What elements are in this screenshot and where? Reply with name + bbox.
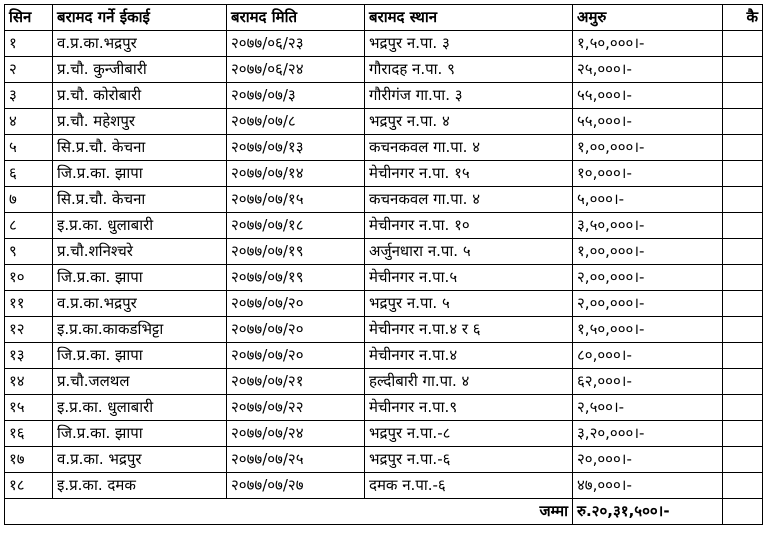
table-row	[5, 239, 763, 265]
cell-sn: ६	[5, 161, 53, 187]
cell-place: दमक न.पा.-६	[365, 473, 573, 499]
cell-sn: १०	[5, 265, 53, 291]
cell-sn: ३	[5, 83, 53, 109]
cell-unit: इ.प्र.का.काकडभिट्टा	[53, 317, 227, 343]
cell-remarks	[723, 161, 763, 187]
cell-date: २०७७/०७/१८	[227, 213, 365, 239]
cell-amount: ३,५०,०००।-	[573, 213, 723, 239]
cell-place: मेचीनगर न.पा.४	[365, 343, 573, 369]
cell-sn: १	[5, 31, 53, 57]
cell-date: २०७७/०७/२४	[227, 421, 365, 447]
cell-unit: प्र.चौ. कोरोबारी	[53, 83, 227, 109]
cell-remarks	[723, 447, 763, 473]
cell-sn: ९	[5, 239, 53, 265]
table-row	[5, 473, 763, 499]
cell-sn: १३	[5, 343, 53, 369]
cell-unit: जि.प्र.का. झापा	[53, 161, 227, 187]
cell-unit: सि.प्र.चौ. केचना	[53, 135, 227, 161]
cell-unit: जि.प्र.का. झापा	[53, 343, 227, 369]
total-amount: रु.२०,३१,५००।-	[573, 499, 723, 525]
table-row	[5, 83, 763, 109]
cell-date: २०७७/०७/३	[227, 83, 365, 109]
cell-date: २०७७/०७/८	[227, 109, 365, 135]
cell-amount: ५५,०००।-	[573, 109, 723, 135]
cell-date: २०७७/०७/१९	[227, 265, 365, 291]
table-row	[5, 31, 763, 57]
cell-sn: १८	[5, 473, 53, 499]
total-remarks	[723, 499, 763, 525]
cell-date: २०७७/०६/२४	[227, 57, 365, 83]
table-row	[5, 57, 763, 83]
header-remarks: कै	[723, 5, 763, 31]
cell-place: कचनकवल गा.पा. ४	[365, 187, 573, 213]
cell-unit: प्र.चौ.जलथल	[53, 369, 227, 395]
cell-remarks	[723, 31, 763, 57]
cell-date: २०७७/०७/२२	[227, 395, 365, 421]
table-row	[5, 187, 763, 213]
header-amount: अमुरु	[573, 5, 723, 31]
cell-unit: प्र.चौ. महेशपुर	[53, 109, 227, 135]
cell-unit: प्र.चौ. कुन्जीबारी	[53, 57, 227, 83]
cell-sn: ४	[5, 109, 53, 135]
cell-sn: ८	[5, 213, 53, 239]
cell-sn: १७	[5, 447, 53, 473]
cell-amount: १,००,०००।-	[573, 239, 723, 265]
cell-date: २०७७/०७/१३	[227, 135, 365, 161]
cell-remarks	[723, 83, 763, 109]
cell-date: २०७७/०७/२०	[227, 291, 365, 317]
cell-place: हल्दीबारी गा.पा. ४	[365, 369, 573, 395]
table-row	[5, 135, 763, 161]
cell-place: गौरीगंज गा.पा. ३	[365, 83, 573, 109]
cell-date: २०७७/०६/२३	[227, 31, 365, 57]
cell-place: भद्रपुर न.पा. ३	[365, 31, 573, 57]
cell-place: गौरादह न.पा. ९	[365, 57, 573, 83]
cell-place: मेचीनगर न.पा. १०	[365, 213, 573, 239]
cell-place: मेचीनगर न.पा.५	[365, 265, 573, 291]
cell-place: कचनकवल गा.पा. ४	[365, 135, 573, 161]
total-blank-cell	[5, 499, 365, 525]
cell-sn: ५	[5, 135, 53, 161]
cell-sn: ७	[5, 187, 53, 213]
cell-date: २०७७/०७/२१	[227, 369, 365, 395]
cell-remarks	[723, 187, 763, 213]
seizure-records-container	[4, 4, 763, 525]
cell-sn: २	[5, 57, 53, 83]
cell-amount: ५,०००।-	[573, 187, 723, 213]
table-row	[5, 161, 763, 187]
cell-place: मेचीनगर न.पा.९	[365, 395, 573, 421]
header-unit: बरामद गर्ने ईकाई	[53, 5, 227, 31]
total-label: जम्मा	[365, 499, 573, 525]
cell-place: भद्रपुर न.पा.-६	[365, 447, 573, 473]
cell-remarks	[723, 265, 763, 291]
cell-amount: १०,०००।-	[573, 161, 723, 187]
cell-remarks	[723, 57, 763, 83]
cell-unit: प्र.चौ.शनिश्चरे	[53, 239, 227, 265]
cell-date: २०७७/०७/१४	[227, 161, 365, 187]
seizure-records-table	[4, 4, 763, 525]
header-sn: सिन	[5, 5, 53, 31]
cell-place: भद्रपुर न.पा. ४	[365, 109, 573, 135]
cell-date: २०७७/०७/२०	[227, 317, 365, 343]
cell-unit: व.प्र.का.भद्रपुर	[53, 291, 227, 317]
cell-remarks	[723, 317, 763, 343]
cell-remarks	[723, 473, 763, 499]
cell-amount: ३,२०,०००।-	[573, 421, 723, 447]
cell-remarks	[723, 239, 763, 265]
cell-unit: व.प्र.का.भद्रपुर	[53, 31, 227, 57]
cell-remarks	[723, 421, 763, 447]
cell-amount: ८०,०००।-	[573, 343, 723, 369]
cell-remarks	[723, 343, 763, 369]
cell-remarks	[723, 213, 763, 239]
cell-amount: ६२,०००।-	[573, 369, 723, 395]
cell-amount: १,५०,०००।-	[573, 31, 723, 57]
cell-sn: १५	[5, 395, 53, 421]
cell-sn: १४	[5, 369, 53, 395]
cell-amount: ४७,०००।-	[573, 473, 723, 499]
cell-remarks	[723, 369, 763, 395]
cell-amount: २,५००।-	[573, 395, 723, 421]
table-row	[5, 109, 763, 135]
cell-remarks	[723, 291, 763, 317]
cell-unit: इ.प्र.का. धुलाबारी	[53, 213, 227, 239]
cell-amount: १,००,०००।-	[573, 135, 723, 161]
cell-place: मेचीनगर न.पा.४ र ६	[365, 317, 573, 343]
cell-sn: ११	[5, 291, 53, 317]
header-place: बरामद स्थान	[365, 5, 573, 31]
cell-date: २०७७/०७/२७	[227, 473, 365, 499]
cell-date: २०७७/०७/२५	[227, 447, 365, 473]
cell-unit: व.प्र.का. भद्रपुर	[53, 447, 227, 473]
table-row	[5, 317, 763, 343]
header-date: बरामद मिति	[227, 5, 365, 31]
cell-amount: २,००,०००।-	[573, 265, 723, 291]
table-row	[5, 265, 763, 291]
table-row	[5, 213, 763, 239]
table-row	[5, 291, 763, 317]
cell-sn: १६	[5, 421, 53, 447]
cell-sn: १२	[5, 317, 53, 343]
cell-remarks	[723, 109, 763, 135]
cell-unit: इ.प्र.का. दमक	[53, 473, 227, 499]
cell-amount: २,००,०००।-	[573, 291, 723, 317]
cell-place: अर्जुनधारा न.पा. ५	[365, 239, 573, 265]
table-row	[5, 343, 763, 369]
cell-unit: सि.प्र.चौ. केचना	[53, 187, 227, 213]
table-row	[5, 421, 763, 447]
cell-amount: २०,०००।-	[573, 447, 723, 473]
table-row	[5, 395, 763, 421]
table-row	[5, 447, 763, 473]
cell-date: २०७७/०७/१५	[227, 187, 365, 213]
cell-unit: जि.प्र.का. झापा	[53, 265, 227, 291]
cell-amount: १,५०,०००।-	[573, 317, 723, 343]
cell-place: भद्रपुर न.पा.-८	[365, 421, 573, 447]
cell-date: २०७७/०७/२०	[227, 343, 365, 369]
table-body	[5, 31, 763, 525]
table-header-row	[5, 5, 763, 31]
cell-remarks	[723, 135, 763, 161]
cell-amount: ५५,०००।-	[573, 83, 723, 109]
cell-amount: २५,०००।-	[573, 57, 723, 83]
cell-unit: इ.प्र.का. धुलाबारी	[53, 395, 227, 421]
cell-unit: जि.प्र.का. झापा	[53, 421, 227, 447]
cell-place: मेचीनगर न.पा. १५	[365, 161, 573, 187]
cell-place: भद्रपुर न.पा. ५	[365, 291, 573, 317]
cell-remarks	[723, 395, 763, 421]
table-row	[5, 369, 763, 395]
total-row	[5, 499, 763, 525]
cell-date: २०७७/०७/१९	[227, 239, 365, 265]
